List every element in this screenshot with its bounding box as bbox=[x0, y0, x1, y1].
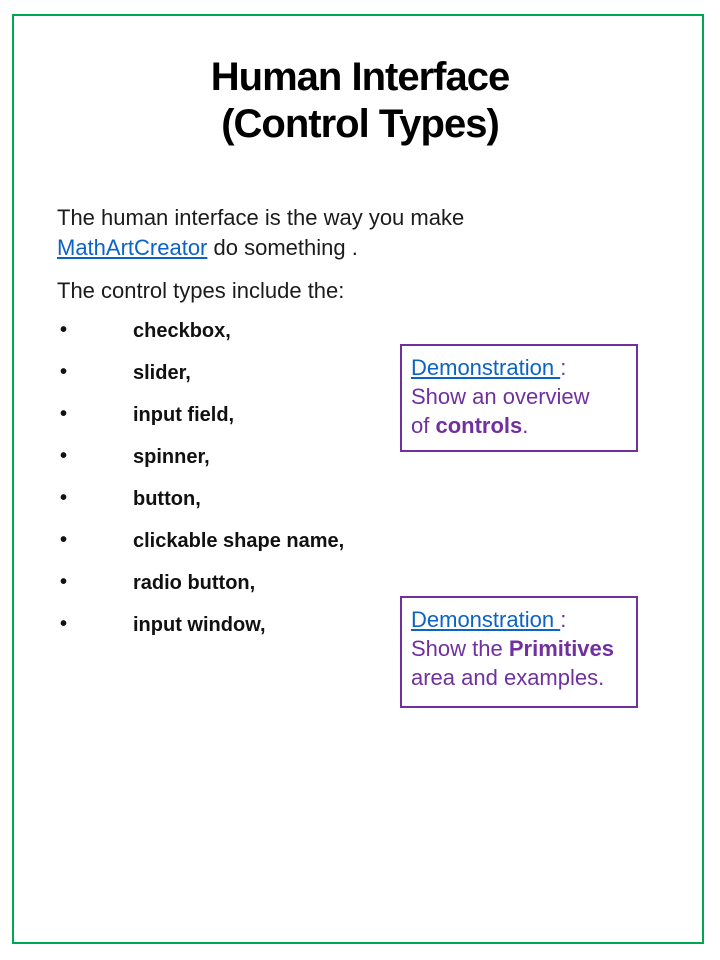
list-item-label: input window, bbox=[133, 614, 266, 636]
slide-title bbox=[0, 54, 720, 148]
list-item-checkbox bbox=[57, 318, 417, 360]
demo-box-line2 bbox=[411, 634, 627, 663]
list-item-input-field bbox=[57, 402, 417, 444]
demonstration-primitives-link[interactable]: Demonstration bbox=[411, 607, 561, 632]
list-item-label: radio button, bbox=[133, 572, 256, 594]
intro-text-before-link: The human interface is the way you make bbox=[57, 205, 465, 230]
list-item-button bbox=[57, 486, 417, 528]
demo-text: Show an overview bbox=[411, 384, 590, 409]
list-item-clickable-shape-name bbox=[57, 528, 417, 570]
control-types-heading: The control types include the: bbox=[57, 278, 345, 303]
demo-text: . bbox=[522, 413, 529, 438]
list-item-label: clickable shape name, bbox=[133, 530, 345, 552]
demo-box-line3 bbox=[411, 411, 627, 440]
bullet-icon: • bbox=[60, 613, 68, 635]
demo-bold-text: Primitives bbox=[508, 636, 615, 661]
bullet-icon: • bbox=[60, 403, 68, 425]
list-item-label: input field, bbox=[133, 404, 235, 426]
demo-box-controls bbox=[400, 344, 638, 452]
demo-colon: : bbox=[560, 607, 567, 632]
title-line-1: Human Interface bbox=[210, 55, 510, 99]
list-item-label: button, bbox=[133, 488, 201, 510]
body-text bbox=[57, 203, 557, 319]
demo-text: Show the bbox=[411, 636, 509, 661]
demo-box-line1 bbox=[411, 353, 627, 382]
demonstration-controls-link[interactable]: Demonstration bbox=[411, 355, 561, 380]
mathartcreator-link[interactable]: MathArtCreator bbox=[57, 235, 208, 260]
demo-bold-text: controls bbox=[435, 413, 523, 438]
bullet-icon: • bbox=[60, 529, 68, 551]
list-item-label: spinner, bbox=[133, 446, 210, 468]
list-item-input-window bbox=[57, 612, 417, 654]
demo-box-line3 bbox=[411, 663, 627, 692]
list-item-radio-button bbox=[57, 570, 417, 612]
intro-text-after-link: do something . bbox=[207, 235, 358, 260]
bullet-icon: • bbox=[60, 571, 68, 593]
bullet-icon: • bbox=[60, 361, 68, 383]
bullet-icon: • bbox=[60, 445, 68, 467]
intro-paragraph bbox=[57, 203, 557, 263]
demo-colon: : bbox=[560, 355, 567, 380]
demo-text: of bbox=[411, 413, 436, 438]
bullet-icon: • bbox=[60, 487, 68, 509]
list-item-spinner bbox=[57, 444, 417, 486]
list-item-slider bbox=[57, 360, 417, 402]
bullet-icon: • bbox=[60, 319, 68, 341]
list-item-label: checkbox, bbox=[133, 320, 231, 342]
list-item-label: slider, bbox=[133, 362, 191, 384]
demo-box-line2 bbox=[411, 382, 627, 411]
demo-text: area and examples. bbox=[411, 665, 605, 690]
demo-box-primitives bbox=[400, 596, 638, 708]
control-types-list bbox=[57, 318, 417, 654]
title-line-2: (Control Types) bbox=[221, 102, 499, 146]
demo-box-line1 bbox=[411, 605, 627, 634]
